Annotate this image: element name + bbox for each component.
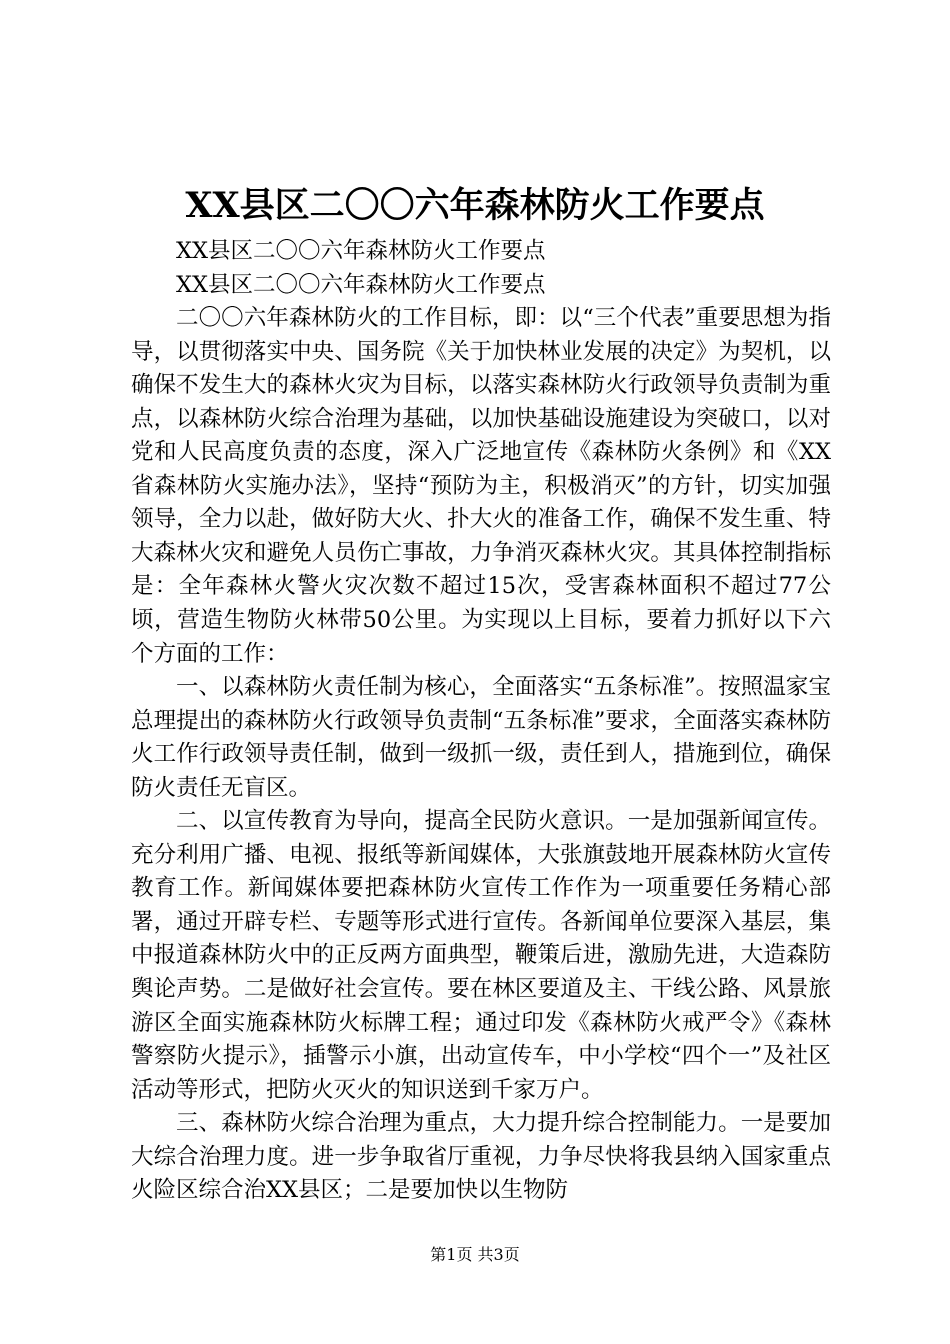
document-body [131, 235, 831, 1208]
paragraph-section-3: 三、森林防火综合治理为重点，大力提升综合控制能力。一是要加大综合治理力度。进一步争取省厅重视，力争尽快将我县纳入国家重点火险区综合治XX县区；二是要加快以生物防 [131, 1110, 831, 1204]
paragraph-section-2: 二、以宣传教育为导向，提高全民防火意识。一是加强新闻宣传。充分利用广播、电视、报纸等新闻媒体，大张旗鼓地开展森林防火宣传教育工作。新闻媒体要把森林防火宣传工作作为一项重要任务精心部署，通过开辟专栏、专题等形式进行宣传。各新闻单位要深入基层，集中报道森林防火中的正反两方面典型，鞭策后进，激励先进，大造森防舆论声势。二是做好社会宣传。要在林区要道及主、干线公路、风景旅游区全面实施森林防火标牌工程；通过印发《森林防火戒严令》《森林警察防火提示》，插警示小旗，出动宣传车，中小学校“四个一”及社区活动等形式，把防火灭火的知识送到千家万户。 [131, 808, 831, 1103]
page-footer: 第1页 共3页 [430, 1245, 520, 1264]
paragraph-work-goals: 二〇〇六年森林防火的工作目标，即：以“三个代表”重要思想为指导，以贯彻落实中央、国务院《关于加快林业发展的决定》为契机，以确保不发生大的森林火灾为目标，以落实森林防火行政领导负责制为重点，以森林防火综合治理为基础，以加快基础设施建设为突破口，以对党和人民高度负责的态度，深入广泛地宣传《森林防火条例》和《XX省森林防火实施办法》，坚持“预防为主，积极消灭”的方针，切实加强领导，全力以赴，做好防大火、扑大火的准备工作，确保不发生重、特大森林火灾和避免人员伤亡事故，力争消灭森林火灾。其具体控制指标是：全年森林火警火灾次数不超过15次，受害森林面积不超过77公顷，营造生物防火林带50公里。为实现以上目标，要着力抓好以下六个方面的工作： [131, 305, 831, 667]
paragraph-subtitle-1: XX县区二〇〇六年森林防火工作要点 [176, 238, 546, 264]
paragraph-section-1: 一、以森林防火责任制为核心，全面落实“五条标准”。按照温家宝总理提出的森林防火行政领导负责制“五条标准”要求，全面落实森林防火工作行政领导责任制，做到一级抓一级，责任到人，措施到位，确保防火责任无盲区。 [131, 674, 831, 801]
paragraph-subtitle-2: XX县区二〇〇六年森林防火工作要点 [176, 271, 546, 298]
document-title: XX县区二〇〇六年森林防火工作要点 [185, 185, 765, 226]
